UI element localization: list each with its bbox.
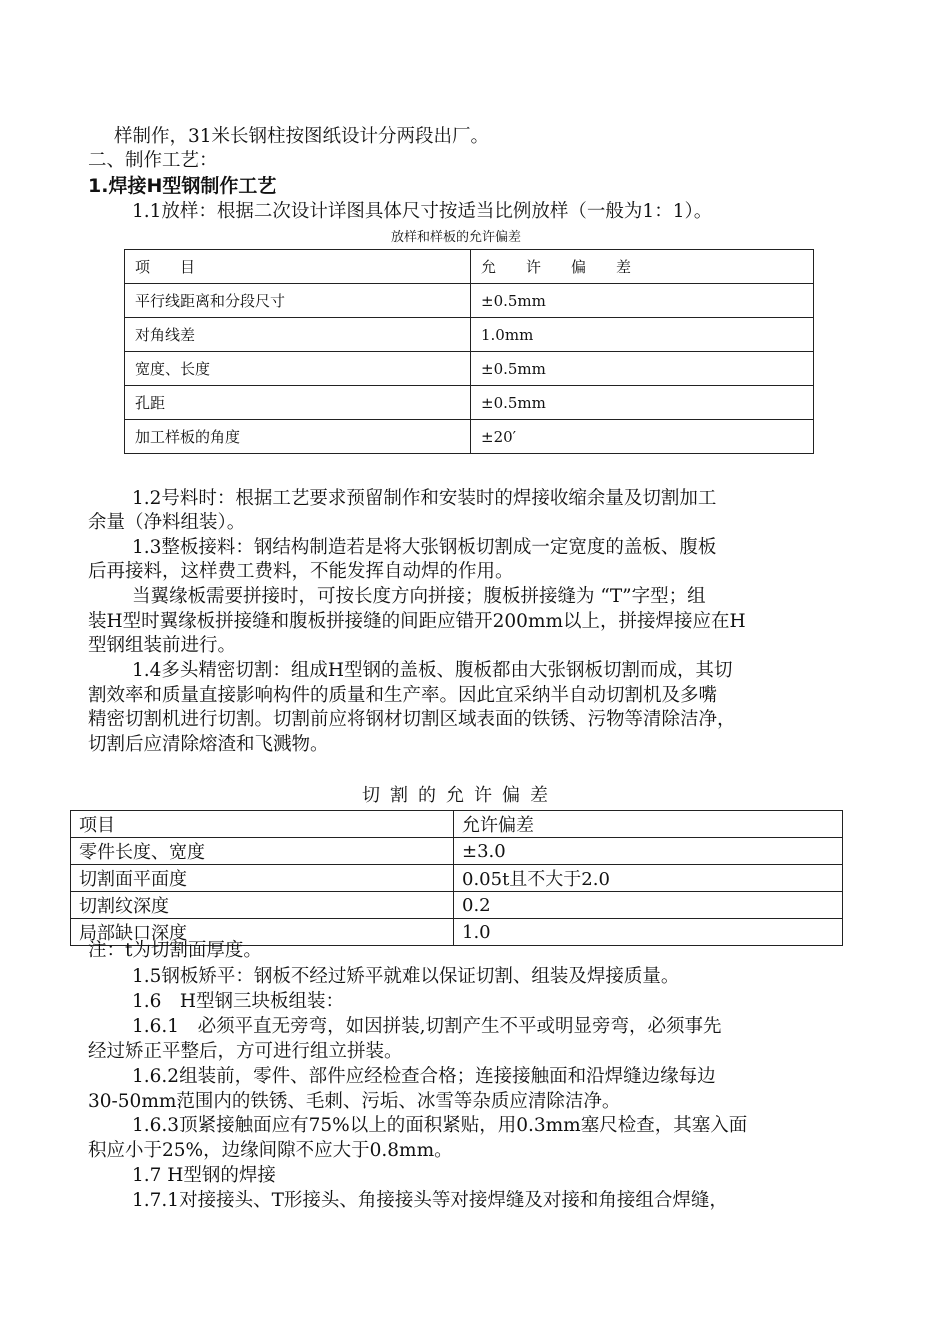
paragraph-line: 经过矫正平整后，方可进行组立拼装。 [88, 1041, 403, 1062]
table-cell: 孔距 [125, 386, 471, 420]
paragraph-line: 当翼缘板需要拼接时，可按长度方向拼接；腹板拼接缝为 “T”字型；组 [132, 586, 706, 607]
table-cell: 0.05t且不大于2.0 [454, 865, 843, 892]
table-row [125, 284, 814, 318]
table-cell: 零件长度、宽度 [71, 838, 454, 865]
paragraph-line: 后再接料，这样费工费料，不能发挥自动焊的作用。 [88, 561, 514, 582]
table-cell: 1.0 [454, 919, 843, 946]
table1 [124, 249, 814, 454]
subsection-heading: 1.焊接H型钢制作工艺 [88, 175, 277, 197]
paragraph-line: 1.4多头精密切割：组成H型钢的盖板、腹板都由大张钢板切割而成，其切 [132, 660, 733, 681]
table-row [71, 892, 843, 919]
table-cell: 局部缺口深度 [71, 919, 454, 946]
section-heading: 二、制作工艺： [88, 150, 218, 171]
paragraph-line: 1.6.1 必须平直无旁弯，如因拼装,切割产生不平或明显旁弯，必须事先 [132, 1016, 722, 1037]
paragraph-line: 装H型时翼缘板拼接缝和腹板拼接缝的间距应错开200mm以上，拼接焊接应在H [88, 611, 746, 632]
table-row [71, 865, 843, 892]
table-cell: 宽度、长度 [125, 352, 471, 386]
table-cell: 对角线差 [125, 318, 471, 352]
table-cell: 0.2 [454, 892, 843, 919]
paragraph-line: 1.1放样：根据二次设计详图具体尺寸按适当比例放样（一般为1：1）。 [132, 201, 713, 222]
table-cell: 加工样板的角度 [125, 420, 471, 454]
table-cell: ±0.5mm [471, 386, 814, 420]
table-cell: ±0.5mm [471, 284, 814, 318]
paragraph-line: 割效率和质量直接影响构件的质量和生产率。因此宜采纳半自动切割机及多嘴 [88, 685, 718, 706]
table-row [125, 318, 814, 352]
table-cell: 1.0mm [471, 318, 814, 352]
table-header-cell: 允 许 偏 差 [471, 250, 814, 284]
paragraph-line: 30-50mm范围内的铁锈、毛刺、污垢、冰雪等杂质应清除洁净。 [88, 1091, 621, 1112]
table-cell: ±0.5mm [471, 352, 814, 386]
paragraph-line: 型钢组装前进行。 [88, 635, 237, 656]
table2 [70, 810, 843, 946]
paragraph-line: 切割后应清除熔渣和飞溅物。 [88, 734, 329, 755]
table-header-cell: 项 目 [125, 250, 471, 284]
paragraph-line: 积应小于25%，边缘间隙不应大于0.8mm。 [88, 1140, 453, 1161]
paragraph-line: 1.6 H型钢三块板组装： [132, 991, 345, 1012]
table-row [125, 420, 814, 454]
table-row [125, 352, 814, 386]
table-header-cell: 项目 [71, 811, 454, 838]
paragraph-line: 1.7 H型钢的焊接 [132, 1165, 276, 1186]
table-row [71, 838, 843, 865]
table-cell: 平行线距离和分段尺寸 [125, 284, 471, 318]
paragraph-line: 1.2号料时：根据工艺要求预留制作和安装时的焊接收缩余量及切割加工 [132, 488, 717, 509]
paragraph-line: 1.5钢板矫平：钢板不经过矫平就难以保证切割、组装及焊接质量。 [132, 966, 680, 987]
paragraph-line: 1.3整板接料：钢结构制造若是将大张钢板切割成一定宽度的盖板、腹板 [132, 537, 717, 558]
paragraph-line: 1.6.3顶紧接触面应有75%以上的面积紧贴，用0.3mm塞尺检查，其塞入面 [132, 1115, 748, 1136]
paragraph-line: 精密切割机进行切割。切割前应将钢材切割区域表面的铁锈、污物等清除洁净， [88, 709, 736, 730]
table-cell: ±20′ [471, 420, 814, 454]
table-cell: 切割面平面度 [71, 865, 454, 892]
table-row [125, 250, 814, 284]
table-cell: 切割纹深度 [71, 892, 454, 919]
table-cell: ±3.0 [454, 838, 843, 865]
table-header-cell: 允许偏差 [454, 811, 843, 838]
paragraph-line: 1.6.2组装前，零件、部件应经检查合格；连接接触面和沿焊缝边缘每边 [132, 1066, 716, 1087]
table-note: 注：t为切割面厚度。 [88, 940, 262, 961]
paragraph-line: 余量（净料组装）。 [88, 512, 246, 533]
paragraph-line: 样制作，31米长钢柱按图纸设计分两段出厂。 [114, 126, 490, 147]
table1-caption: 放样和样板的允许偏差 [391, 230, 522, 245]
table2-caption: 切割的允许偏差 [362, 785, 558, 806]
table-row [125, 386, 814, 420]
paragraph-line: 1.7.1对接接头、T形接头、角接接头等对接焊缝及对接和角接组合焊缝， [132, 1190, 728, 1211]
table-row [71, 811, 843, 838]
